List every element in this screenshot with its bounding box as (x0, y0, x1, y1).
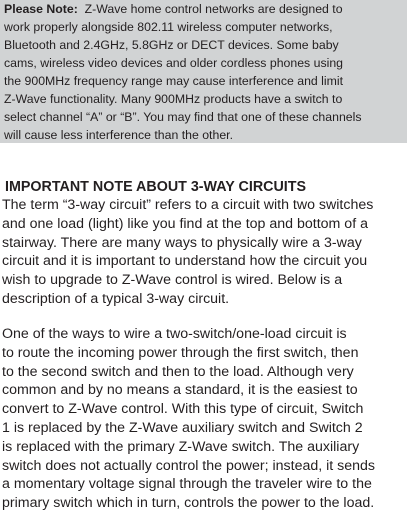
paragraph-line: primary switch which in turn, controls the power to the load. (2, 495, 375, 512)
note-line: the 900MHz frequency range may cause interference and limit (4, 74, 344, 88)
note-line: work properly alongside 802.11 wireless computer networks, (4, 20, 333, 34)
please-note-text (4, 0, 404, 144)
paragraph-line: The term “3-way circuit” refers to a circuit with two switches (2, 197, 374, 213)
paragraph-line: a momentary voltage signal through the traveler wire to the (2, 476, 372, 493)
paragraph-line: to route the incoming power through the first switch, then (2, 344, 359, 361)
paragraph-line: stairway. There are many ways to physically wire a 3-way (2, 234, 362, 251)
paragraph-line: circuit and it is important to understand how the circuit you (2, 253, 368, 270)
note-line (4, 0, 404, 18)
paragraph-line: common and by no means a standard, it is the easiest to (2, 382, 358, 399)
paragraph-line: is replaced with the primary Z-Wave switch. The auxiliary (2, 438, 360, 455)
paragraph-line: convert to Z-Wave control. With this type of circuit, Switch (2, 401, 364, 418)
note-line: cams, wireless video devices and older cordless phones using (4, 56, 344, 70)
paragraph-line: 1 is replaced by the Z-Wave auxiliary switch and Switch 2 (2, 419, 363, 436)
paragraph-line: description of a typical 3-way circuit. (2, 290, 230, 307)
note-line: will cause less interference than the other. (4, 128, 233, 142)
paragraph-wiring-description (2, 325, 375, 513)
note-line-text: Z-Wave home control networks are designed to (77, 2, 343, 16)
note-line: Bluetooth and 2.4GHz, 5.8GHz or DECT devices. Some baby (4, 38, 339, 52)
please-note-box (0, 0, 407, 143)
please-note-label: Please Note: (4, 2, 78, 16)
paragraph-3way-definition (2, 196, 373, 309)
paragraph-line: switch does not actually control the power; instead, it sends (2, 457, 376, 474)
paragraph-line: and one load (light) like you find at the top and bottom of a (2, 215, 368, 232)
paragraph-line: to the second switch and then to the load. Although very (2, 363, 354, 380)
note-line: select channel “A” or “B”. You may find that one of these channels (4, 110, 362, 124)
note-line: Z-Wave functionality. Many 900MHz products have a switch to (4, 92, 343, 106)
paragraph-line: wish to upgrade to Z-Wave control is wired. Below is a (2, 272, 343, 289)
paragraph-line: One of the ways to wire a two-switch/one-load circuit is (2, 326, 347, 342)
section-heading: IMPORTANT NOTE ABOUT 3-WAY CIRCUITS (5, 179, 307, 195)
